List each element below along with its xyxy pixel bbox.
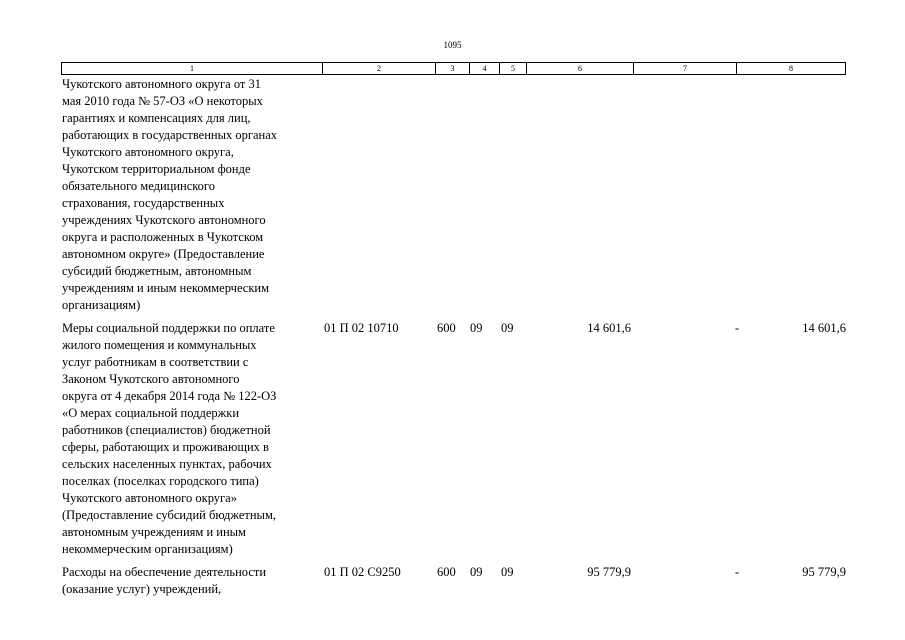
row-col-3: 600 (437, 565, 456, 579)
row-col-7: - (734, 321, 739, 335)
header-col-8: 8 (736, 62, 846, 75)
row-col-3: 600 (437, 321, 456, 335)
row-col-5: 09 (501, 321, 514, 335)
header-col-2: 2 (322, 62, 436, 75)
header-col-4: 4 (469, 62, 500, 75)
row-name: Расходы на обеспечение деятельности (оказание услуг) учреждений, (62, 565, 267, 596)
row-col-8: 14 601,6 (802, 321, 846, 335)
row-col-6: 95 779,9 (587, 565, 631, 579)
header-col-5: 5 (499, 62, 527, 75)
header-col-7: 7 (633, 62, 737, 75)
row-col-4: 09 (470, 321, 483, 335)
header-col-1: 1 (61, 62, 323, 75)
page-number: 1095 (443, 40, 462, 50)
header-col-3: 3 (435, 62, 470, 75)
row-code: 01 П 02 10710 (324, 321, 399, 335)
row-name: Чукотского автономного округа от 31 мая 2010 года № 57-ОЗ «О некоторых гарантиях и компенсациях для лиц, работающих в государственных органах Чукотского автономного округа, Чукотском территориальном фонде обязательного медицинского страхования, государственных учреждениях Чукотского автономного округа и расположенных в Чукотском автономном округе» (Предоставление субсидий бюджетным, автономным учреждениям и иным некоммерческим организациям) (62, 77, 278, 312)
row-code: 01 П 02 С9250 (324, 565, 401, 579)
row-col-8: 95 779,9 (802, 565, 846, 579)
header-col-6: 6 (526, 62, 634, 75)
row-col-4: 09 (470, 565, 483, 579)
row-col-7: - (734, 565, 739, 579)
row-col-5: 09 (501, 565, 514, 579)
row-name: Меры социальной поддержки по оплате жилого помещения и коммунальных услуг работникам в соответствии с Законом Чукотского автономного округа от 4 декабря 2014 года № 122-ОЗ «О мерах социальной поддержки работников (специалистов) бюджетной сферы, работающих и проживающих в сельских населенных пунктах, рабочих поселках (поселках городского типа) Чукотского автономного округа» (Предоставление субсидий бюджетным, автономным учреждениям и иным некоммерческим организациям) (62, 321, 277, 556)
row-col-6: 14 601,6 (587, 321, 631, 335)
